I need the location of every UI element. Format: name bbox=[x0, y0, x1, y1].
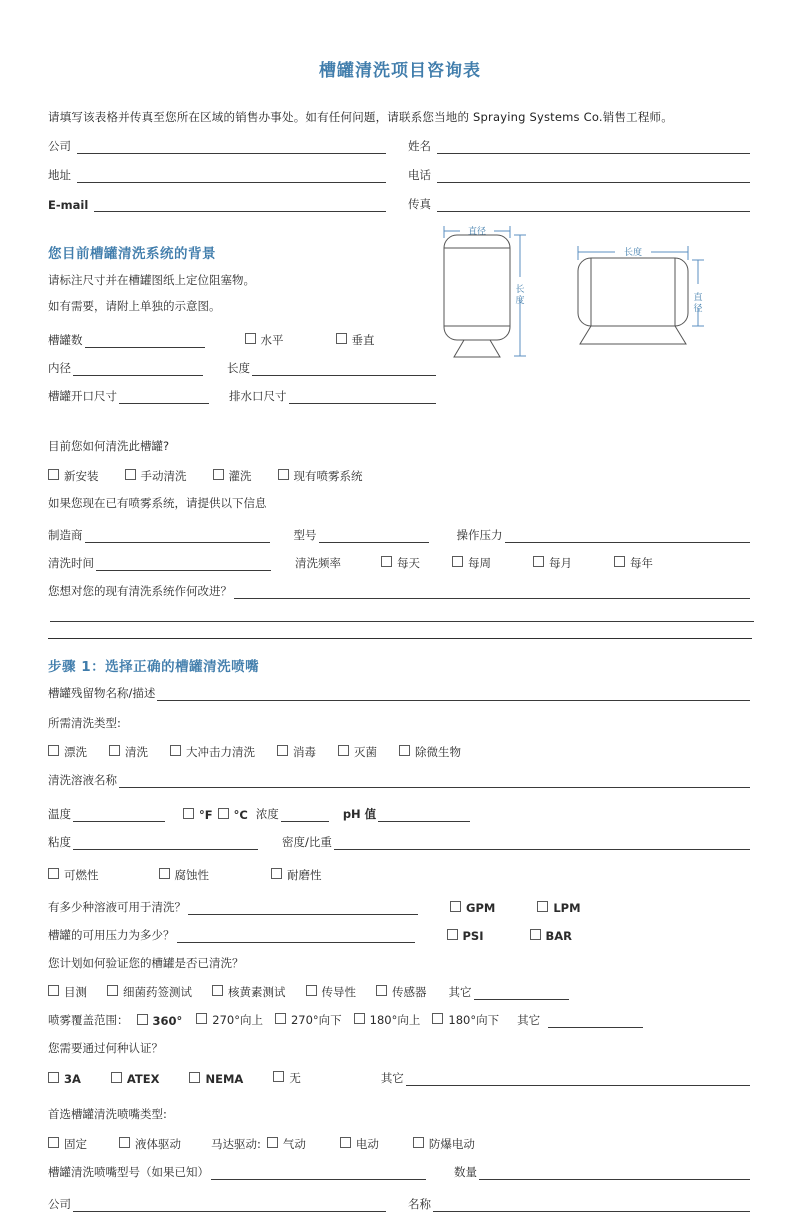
diagram-horizontal-top-label: 长度 bbox=[623, 248, 643, 258]
pressure-question-label: 槽罐的可用压力为多少？ bbox=[48, 928, 175, 942]
property-label: 腐蚀性 bbox=[174, 868, 209, 882]
coverage-other-input[interactable] bbox=[548, 1016, 643, 1028]
checkbox-icon[interactable] bbox=[530, 929, 541, 940]
frequency-option-2[interactable] bbox=[533, 555, 572, 571]
nozzle-model-input[interactable] bbox=[211, 1168, 426, 1180]
verify-option-3[interactable] bbox=[306, 984, 357, 1000]
cert-option-label: ATEX bbox=[126, 1072, 160, 1086]
method-option-label: 新安装 bbox=[64, 469, 99, 483]
motor-option-label: 防爆电动 bbox=[428, 1137, 475, 1151]
method-option-0[interactable] bbox=[48, 468, 99, 484]
cert-option-1[interactable] bbox=[111, 1072, 160, 1086]
unit-f-option[interactable] bbox=[183, 808, 213, 822]
motor-option-1[interactable] bbox=[340, 1136, 379, 1152]
coverage-option-label: 180°向下 bbox=[448, 1013, 500, 1027]
improvement-input-line2[interactable] bbox=[50, 610, 754, 622]
motor-option-label: 气动 bbox=[282, 1137, 306, 1151]
method-option-3[interactable] bbox=[278, 468, 363, 484]
cert-question: 您需要通过何种认证？ bbox=[48, 1041, 163, 1055]
tank-diagrams bbox=[430, 222, 760, 372]
flow-row bbox=[48, 899, 752, 915]
checkbox-icon[interactable] bbox=[614, 556, 625, 567]
intro-text: 请填写该表格并传真至您所在区域的销售办事处。如有任何问题，请联系您当地的 Spraying Systems Co.销售工程师。 bbox=[48, 110, 673, 124]
opening-size-input[interactable] bbox=[119, 392, 209, 404]
clean-type-label: 所需清洗类型: bbox=[48, 716, 121, 730]
company-label: 公司 bbox=[48, 139, 71, 153]
current-method-options bbox=[48, 468, 752, 484]
verify-option-1[interactable] bbox=[107, 984, 192, 1000]
density-input[interactable] bbox=[334, 838, 750, 850]
footer-company-label: 公司 bbox=[48, 1197, 71, 1211]
concentration-label: 浓度 bbox=[255, 807, 279, 821]
verify-other-label: 其它 bbox=[448, 985, 472, 999]
cert-option-label: 无 bbox=[289, 1071, 301, 1085]
checkbox-icon[interactable] bbox=[48, 1137, 59, 1148]
coverage-option-label: 270°向下 bbox=[290, 1013, 342, 1027]
diagram-vertical-side-label: 长度 bbox=[515, 285, 525, 306]
checkbox-icon[interactable] bbox=[48, 469, 59, 480]
method-option-label: 灌洗 bbox=[228, 469, 252, 483]
checkbox-icon[interactable] bbox=[271, 868, 282, 879]
orientation-vertical-label: 垂直 bbox=[351, 333, 375, 347]
clean-frequency-label: 清洗频率 bbox=[295, 556, 341, 570]
current-method-question: 目前您如何清洗此槽罐? bbox=[48, 439, 170, 453]
cert-option-3[interactable] bbox=[273, 1070, 301, 1086]
density-label: 密度/比重 bbox=[282, 835, 332, 849]
contact-row-company bbox=[48, 138, 752, 154]
coverage-option-2[interactable] bbox=[275, 1012, 342, 1028]
footer-name-label: 名称 bbox=[408, 1197, 431, 1211]
verify-option-label: 传感器 bbox=[392, 985, 427, 999]
checkbox-icon[interactable] bbox=[450, 901, 461, 912]
checkbox-icon[interactable] bbox=[48, 745, 59, 756]
temperature-row bbox=[48, 806, 752, 822]
background-line1: 请标注尺寸并在槽罐图纸上定位阻塞物。 bbox=[48, 273, 255, 287]
clean-type-4[interactable] bbox=[338, 744, 377, 760]
checkbox-icon[interactable] bbox=[413, 1137, 424, 1148]
name-label: 姓名 bbox=[408, 139, 431, 153]
frequency-option-label: 每天 bbox=[397, 556, 420, 570]
property-0[interactable] bbox=[48, 867, 99, 883]
checkbox-icon[interactable] bbox=[170, 745, 181, 756]
checkbox-icon[interactable] bbox=[111, 1072, 122, 1083]
page-title: 槽罐清洗项目咨询表 bbox=[319, 61, 481, 81]
orientation-horizontal-option[interactable] bbox=[245, 332, 284, 348]
checkbox-icon[interactable] bbox=[267, 1137, 278, 1148]
opening-drain-row bbox=[48, 388, 438, 404]
coverage-option-3[interactable] bbox=[354, 1012, 421, 1028]
footer-name-input[interactable] bbox=[433, 1200, 750, 1212]
solution-name-row bbox=[48, 772, 752, 788]
motor-option-label: 电动 bbox=[355, 1137, 379, 1151]
coverage-option-label: 180°向上 bbox=[369, 1013, 421, 1027]
checkbox-icon[interactable] bbox=[213, 469, 224, 480]
coverage-other-label: 其它 bbox=[517, 1013, 541, 1027]
properties-row bbox=[48, 867, 752, 883]
verify-option-label: 核黄素测试 bbox=[228, 985, 286, 999]
checkbox-icon[interactable] bbox=[273, 1071, 284, 1082]
contact-row-address bbox=[48, 167, 752, 183]
cert-option-label: 3A bbox=[64, 1072, 81, 1086]
name-input[interactable] bbox=[437, 142, 750, 154]
clean-type-label-item: 清洗 bbox=[125, 745, 148, 759]
checkbox-icon[interactable] bbox=[48, 1072, 59, 1083]
nozzle-model-label: 槽罐清洗喷嘴型号（如果已知） bbox=[48, 1165, 209, 1179]
ph-input[interactable] bbox=[378, 810, 470, 822]
frequency-option-label: 每月 bbox=[549, 556, 572, 570]
checkbox-icon[interactable] bbox=[381, 556, 392, 567]
pressure-unit-label: PSI bbox=[462, 929, 484, 943]
checkbox-icon[interactable] bbox=[340, 1137, 351, 1148]
flow-unit-label: LPM bbox=[553, 901, 581, 915]
clean-type-label-item: 大冲击力清洗 bbox=[186, 745, 255, 759]
address-input[interactable] bbox=[77, 171, 386, 183]
verify-options-row bbox=[48, 984, 752, 1000]
nozzle-type-row bbox=[48, 1136, 752, 1152]
verify-option-label: 细菌药签测试 bbox=[123, 985, 192, 999]
clean-time-input[interactable] bbox=[96, 559, 271, 571]
verify-other-input[interactable] bbox=[474, 988, 569, 1000]
contact-row-email bbox=[48, 196, 752, 212]
drain-size-input[interactable] bbox=[289, 392, 437, 404]
coverage-label: 喷雾覆盖范围： bbox=[48, 1013, 129, 1027]
property-label: 耐磨性 bbox=[287, 868, 322, 882]
checkbox-icon[interactable] bbox=[212, 985, 223, 996]
clean-type-2[interactable] bbox=[170, 744, 255, 760]
checkbox-icon[interactable] bbox=[159, 868, 170, 879]
fax-label: 传真 bbox=[408, 197, 431, 211]
checkbox-icon[interactable] bbox=[109, 745, 120, 756]
flow-question-label: 有多少种溶液可用于清洗？ bbox=[48, 900, 186, 914]
checkbox-icon[interactable] bbox=[277, 745, 288, 756]
quantity-input[interactable] bbox=[479, 1168, 750, 1180]
pressure-row bbox=[48, 927, 752, 943]
verify-option-label: 目测 bbox=[64, 985, 87, 999]
length-input[interactable] bbox=[252, 364, 436, 376]
address-label: 地址 bbox=[48, 168, 71, 182]
frequency-option-3[interactable] bbox=[614, 555, 653, 571]
clean-type-label-item: 除微生物 bbox=[415, 745, 461, 759]
temperature-input[interactable] bbox=[73, 810, 165, 822]
checkbox-icon[interactable] bbox=[447, 929, 458, 940]
coverage-option-0[interactable] bbox=[137, 1014, 183, 1028]
flow-unit-gpm[interactable] bbox=[450, 901, 495, 915]
email-label: E-mail bbox=[48, 198, 89, 212]
unit-c-option[interactable] bbox=[218, 808, 248, 822]
checkbox-icon[interactable] bbox=[119, 1137, 130, 1148]
solution-name-input[interactable] bbox=[119, 776, 750, 788]
tank-count-input[interactable] bbox=[85, 336, 205, 348]
tank-count-label: 槽罐数 bbox=[48, 333, 83, 347]
clean-type-label-item: 灭菌 bbox=[354, 745, 377, 759]
checkbox-icon[interactable] bbox=[189, 1072, 200, 1083]
pressure-input[interactable] bbox=[177, 931, 415, 943]
company-input[interactable] bbox=[77, 142, 386, 154]
diameter-length-row bbox=[48, 360, 438, 376]
pressure-unit-label: BAR bbox=[545, 929, 573, 943]
checkbox-icon[interactable] bbox=[196, 1013, 207, 1024]
checkbox-icon[interactable] bbox=[48, 985, 59, 996]
frequency-option-1[interactable] bbox=[452, 555, 491, 571]
motor-option-2[interactable] bbox=[413, 1136, 475, 1152]
clean-type-label-item: 漂洗 bbox=[64, 745, 87, 759]
clean-type-options bbox=[48, 744, 752, 760]
manufacturer-label: 制造商 bbox=[48, 528, 83, 542]
cert-other-input[interactable] bbox=[406, 1074, 750, 1086]
checkbox-icon[interactable] bbox=[306, 985, 317, 996]
clean-type-3[interactable] bbox=[277, 744, 316, 760]
checkbox-icon[interactable] bbox=[125, 469, 136, 480]
viscosity-row bbox=[48, 834, 752, 850]
solution-name-label: 清洗溶液名称 bbox=[48, 773, 117, 787]
checkbox-icon[interactable] bbox=[537, 901, 548, 912]
cert-option-label: NEMA bbox=[205, 1072, 244, 1086]
frequency-option-label: 每年 bbox=[630, 556, 653, 570]
diagram-horizontal-side-label: 直径 bbox=[693, 293, 703, 314]
property-label: 可燃性 bbox=[64, 868, 99, 882]
ph-label: pH 值 bbox=[342, 807, 377, 821]
checkbox-icon[interactable] bbox=[432, 1013, 443, 1024]
nozzle-fluid-option[interactable] bbox=[119, 1136, 181, 1152]
nozzle-fluid-label: 液体驱动 bbox=[135, 1137, 181, 1151]
model-label: 型号 bbox=[293, 528, 317, 542]
nozzle-model-row bbox=[48, 1164, 752, 1180]
operating-pressure-input[interactable] bbox=[505, 531, 751, 543]
coverage-row bbox=[48, 1012, 752, 1028]
checkbox-icon[interactable] bbox=[278, 469, 289, 480]
quantity-label: 数量 bbox=[454, 1165, 477, 1179]
residue-label: 槽罐残留物名称/描述 bbox=[48, 686, 156, 700]
diagram-vertical-top-label: 直径 bbox=[467, 227, 487, 237]
orientation-horizontal-label: 水平 bbox=[260, 333, 284, 347]
manufacturer-input[interactable] bbox=[85, 531, 270, 543]
coverage-option-1[interactable] bbox=[196, 1012, 263, 1028]
viscosity-label: 粘度 bbox=[48, 835, 71, 849]
orientation-vertical-option[interactable] bbox=[336, 332, 375, 348]
checkbox-icon[interactable] bbox=[137, 1014, 148, 1025]
fax-input[interactable] bbox=[437, 200, 750, 212]
improvement-label: 您想对您的现有清洗系统作何改进？ bbox=[48, 584, 232, 598]
method-option-label: 现有喷雾系统 bbox=[293, 469, 363, 483]
length-label: 长度 bbox=[227, 361, 250, 375]
manufacturer-row bbox=[48, 527, 752, 543]
checkbox-icon[interactable] bbox=[245, 333, 256, 344]
coverage-option-label: 270°向上 bbox=[212, 1013, 263, 1027]
checkbox-icon[interactable] bbox=[452, 556, 463, 567]
property-1[interactable] bbox=[159, 867, 210, 883]
checkbox-icon[interactable] bbox=[354, 1013, 365, 1024]
checkbox-icon[interactable] bbox=[107, 985, 118, 996]
improvement-row bbox=[48, 583, 752, 599]
cert-option-0[interactable] bbox=[48, 1072, 81, 1086]
tank-count-row bbox=[48, 332, 438, 348]
step1-heading: 步骤 1：选择正确的槽罐清洗喷嘴 bbox=[48, 659, 260, 675]
clean-type-label-item: 消毒 bbox=[293, 745, 316, 759]
frequency-option-0[interactable] bbox=[381, 555, 420, 571]
checkbox-icon[interactable] bbox=[376, 985, 387, 996]
model-input[interactable] bbox=[319, 531, 429, 543]
unit-c-label: °C bbox=[233, 808, 248, 822]
residue-row bbox=[48, 685, 752, 701]
checkbox-icon[interactable] bbox=[336, 333, 347, 344]
verify-option-4[interactable] bbox=[376, 984, 427, 1000]
coverage-option-label: 360° bbox=[152, 1014, 183, 1028]
nozzle-fixed-label: 固定 bbox=[64, 1137, 87, 1151]
checkbox-icon[interactable] bbox=[218, 808, 229, 819]
nozzle-motor-label: 马达驱动: bbox=[211, 1137, 261, 1151]
checkbox-icon[interactable] bbox=[399, 745, 410, 756]
existing-system-note: 如果您现在已有喷雾系统，请提供以下信息 bbox=[48, 496, 267, 510]
pressure-unit-psi[interactable] bbox=[447, 929, 484, 943]
section-divider bbox=[48, 638, 752, 639]
checkbox-icon[interactable] bbox=[183, 808, 194, 819]
pressure-unit-bar[interactable] bbox=[530, 929, 573, 943]
footer-company-row bbox=[48, 1196, 752, 1212]
motor-option-0[interactable] bbox=[267, 1136, 306, 1152]
cert-option-2[interactable] bbox=[189, 1072, 243, 1086]
email-input[interactable] bbox=[94, 200, 386, 212]
phone-input[interactable] bbox=[437, 171, 750, 183]
cert-options-row bbox=[48, 1070, 752, 1086]
checkbox-icon[interactable] bbox=[338, 745, 349, 756]
verify-option-0[interactable] bbox=[48, 984, 87, 1000]
improvement-input[interactable] bbox=[234, 587, 750, 599]
unit-f-label: °F bbox=[199, 808, 213, 822]
method-option-label: 手动清洗 bbox=[140, 469, 187, 483]
cert-other-label: 其它 bbox=[380, 1071, 404, 1085]
concentration-input[interactable] bbox=[281, 810, 329, 822]
flow-input[interactable] bbox=[188, 903, 418, 915]
method-option-2[interactable] bbox=[213, 468, 252, 484]
verify-option-label: 传导性 bbox=[321, 985, 356, 999]
phone-label: 电话 bbox=[408, 168, 431, 182]
viscosity-input[interactable] bbox=[73, 838, 258, 850]
clean-type-5[interactable] bbox=[399, 744, 461, 760]
checkbox-icon[interactable] bbox=[533, 556, 544, 567]
drain-size-label: 排水口尺寸 bbox=[229, 389, 287, 403]
residue-input[interactable] bbox=[157, 689, 750, 701]
verify-question: 您计划如何验证您的槽罐是否已清洗？ bbox=[48, 956, 244, 970]
verify-option-2[interactable] bbox=[212, 984, 286, 1000]
checkbox-icon[interactable] bbox=[275, 1013, 286, 1024]
property-2[interactable] bbox=[271, 867, 322, 883]
clean-time-label: 清洗时间 bbox=[48, 556, 94, 570]
flow-unit-lpm[interactable] bbox=[537, 901, 580, 915]
inner-diameter-label: 内径 bbox=[48, 361, 71, 375]
flow-unit-label: GPM bbox=[466, 901, 496, 915]
opening-size-label: 槽罐开口尺寸 bbox=[48, 389, 117, 403]
frequency-row bbox=[48, 555, 752, 571]
clean-type-0[interactable] bbox=[48, 744, 87, 760]
background-heading: 您目前槽罐清洗系统的背景 bbox=[48, 246, 216, 262]
frequency-option-label: 每周 bbox=[468, 556, 491, 570]
inner-diameter-input[interactable] bbox=[73, 364, 203, 376]
operating-pressure-label: 操作压力 bbox=[456, 528, 503, 542]
nozzle-fixed-option[interactable] bbox=[48, 1136, 87, 1152]
coverage-option-4[interactable] bbox=[432, 1012, 499, 1028]
background-line2: 如有需要，请附上单独的示意图。 bbox=[48, 299, 221, 313]
nozzle-type-label: 首选槽罐清洗喷嘴类型: bbox=[48, 1107, 167, 1121]
footer-company-input[interactable] bbox=[73, 1200, 386, 1212]
clean-type-1[interactable] bbox=[109, 744, 148, 760]
temperature-label: 温度 bbox=[48, 807, 71, 821]
method-option-1[interactable] bbox=[125, 468, 187, 484]
checkbox-icon[interactable] bbox=[48, 868, 59, 879]
